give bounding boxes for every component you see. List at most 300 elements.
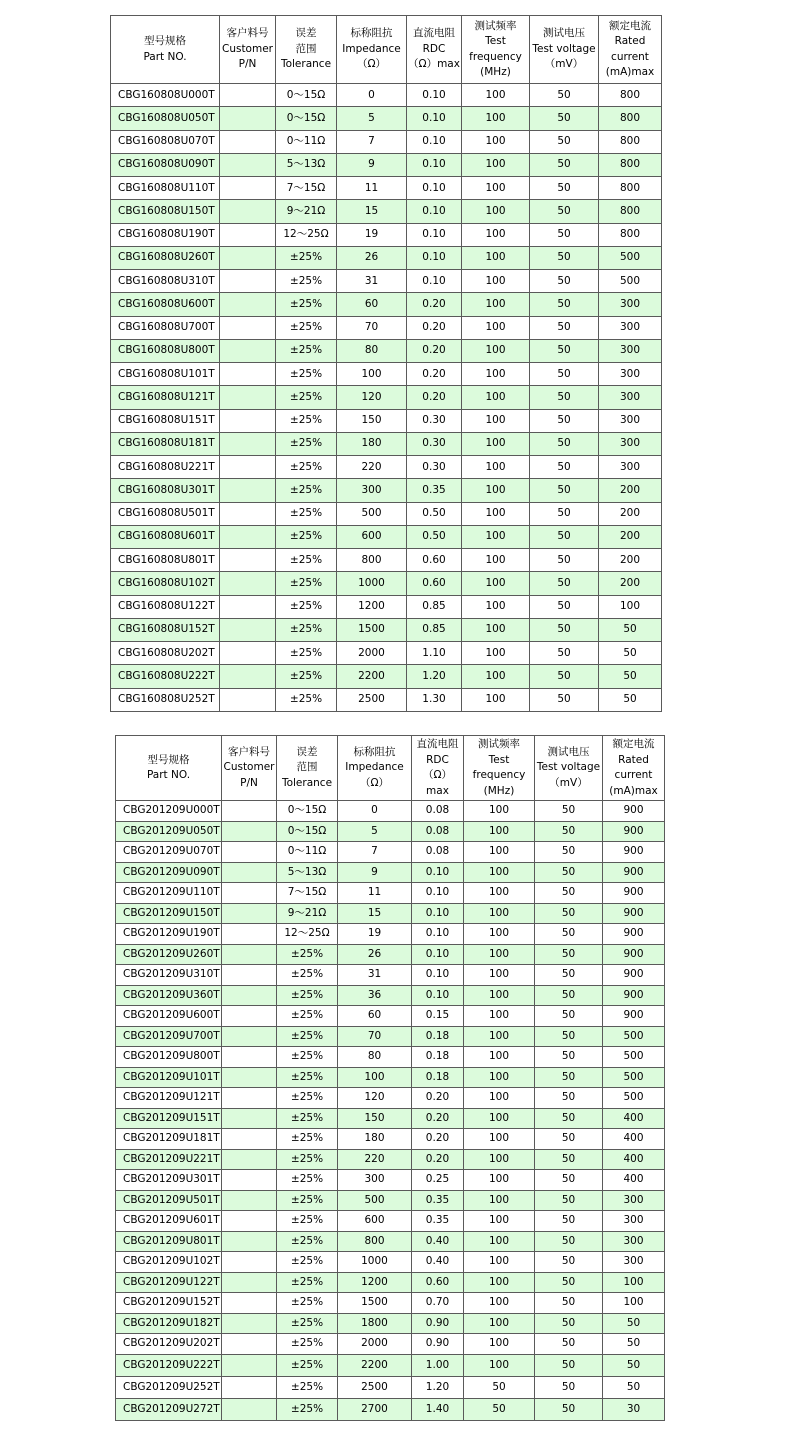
cell-impedance: 7 bbox=[337, 130, 407, 153]
cell-test-frequency: 100 bbox=[464, 985, 535, 1006]
cell-rated-current: 500 bbox=[603, 1067, 665, 1088]
header-line: Test bbox=[488, 753, 510, 766]
cell-customer-pn bbox=[220, 246, 276, 269]
header-rated-current bbox=[603, 736, 665, 801]
table-row bbox=[116, 903, 665, 924]
cell-customer-pn bbox=[222, 862, 277, 883]
header-line: Rated bbox=[614, 35, 646, 47]
cell-test-voltage: 50 bbox=[530, 270, 599, 293]
header-line: （mV） bbox=[544, 58, 584, 71]
header-line: Test voltage bbox=[532, 42, 596, 55]
cell-tolerance: 0～15Ω bbox=[277, 801, 338, 822]
header-line: 型号规格 bbox=[144, 35, 186, 47]
cell-rdc: 0.08 bbox=[412, 801, 464, 822]
header-line: Tolerance bbox=[280, 58, 332, 71]
cell-customer-pn bbox=[222, 1354, 277, 1376]
table-row bbox=[111, 549, 662, 572]
table-row bbox=[116, 1376, 665, 1398]
cell-impedance: 600 bbox=[338, 1211, 412, 1232]
cell-part-no: CBG160808U110T bbox=[111, 177, 220, 200]
cell-part-no: CBG160808U121T bbox=[111, 386, 220, 409]
header-line: （Ω） bbox=[356, 58, 387, 71]
cell-impedance: 11 bbox=[337, 177, 407, 200]
cell-test-frequency: 100 bbox=[462, 665, 530, 688]
cell-rdc: 0.30 bbox=[407, 409, 462, 432]
cell-rdc: 0.35 bbox=[412, 1190, 464, 1211]
cell-test-frequency: 100 bbox=[462, 642, 530, 665]
cell-tolerance: 9～21Ω bbox=[277, 903, 338, 924]
cell-rated-current: 300 bbox=[599, 293, 662, 316]
cell-tolerance: ±25% bbox=[277, 1170, 338, 1191]
cell-part-no: CBG160808U152T bbox=[111, 618, 220, 641]
cell-test-voltage: 50 bbox=[535, 1398, 603, 1420]
cell-tolerance: 0～11Ω bbox=[276, 130, 337, 153]
header-line: Impedance bbox=[345, 761, 404, 774]
cell-tolerance: 5～13Ω bbox=[277, 862, 338, 883]
header-line: 客户料号 bbox=[228, 745, 270, 758]
cell-tolerance: ±25% bbox=[277, 1088, 338, 1109]
cell-test-frequency: 100 bbox=[462, 479, 530, 502]
cell-rated-current: 300 bbox=[603, 1252, 665, 1273]
table-row bbox=[116, 1129, 665, 1150]
cell-part-no: CBG160808U150T bbox=[111, 200, 220, 223]
cell-tolerance: ±25% bbox=[277, 1129, 338, 1150]
cell-rdc: 0.18 bbox=[412, 1026, 464, 1047]
cell-test-voltage: 50 bbox=[535, 1190, 603, 1211]
cell-test-frequency: 100 bbox=[462, 293, 530, 316]
cell-rdc: 0.10 bbox=[412, 944, 464, 965]
cell-test-frequency: 100 bbox=[464, 1272, 535, 1293]
cell-part-no: CBG160808U070T bbox=[111, 130, 220, 153]
table-row bbox=[116, 1149, 665, 1170]
cell-tolerance: ±25% bbox=[276, 432, 337, 455]
cell-tolerance: ±25% bbox=[277, 1067, 338, 1088]
table-row bbox=[111, 246, 662, 269]
cell-rated-current: 200 bbox=[599, 479, 662, 502]
cell-test-voltage: 50 bbox=[530, 549, 599, 572]
cell-customer-pn bbox=[222, 1088, 277, 1109]
cell-test-voltage: 50 bbox=[535, 842, 603, 863]
cell-test-voltage: 50 bbox=[535, 1006, 603, 1027]
cell-rdc: 0.20 bbox=[407, 363, 462, 386]
header-line: frequency bbox=[469, 50, 522, 63]
cell-impedance: 1800 bbox=[338, 1313, 412, 1334]
cell-tolerance: ±25% bbox=[276, 525, 337, 548]
cell-test-frequency: 100 bbox=[464, 1354, 535, 1376]
cell-rated-current: 50 bbox=[603, 1376, 665, 1398]
cell-tolerance: ±25% bbox=[277, 1006, 338, 1027]
header-line: Part NO. bbox=[143, 50, 187, 63]
cell-rdc: 0.30 bbox=[407, 456, 462, 479]
cell-impedance: 800 bbox=[337, 549, 407, 572]
cell-customer-pn bbox=[222, 1252, 277, 1273]
cell-tolerance: ±25% bbox=[277, 944, 338, 965]
cell-part-no: CBG160808U190T bbox=[111, 223, 220, 246]
cell-rated-current: 800 bbox=[599, 107, 662, 130]
header-line: (mA)max bbox=[609, 784, 658, 797]
header-line: Test voltage bbox=[536, 761, 601, 774]
cell-rdc: 0.60 bbox=[412, 1272, 464, 1293]
header-impedance bbox=[337, 16, 407, 84]
cell-rated-current: 900 bbox=[603, 1006, 665, 1027]
cell-test-voltage: 50 bbox=[535, 862, 603, 883]
header-line: 测试电压 bbox=[547, 745, 590, 758]
header-test-voltage bbox=[530, 16, 599, 84]
cell-rdc: 0.10 bbox=[412, 965, 464, 986]
cell-test-voltage: 50 bbox=[530, 432, 599, 455]
cell-impedance: 26 bbox=[338, 944, 412, 965]
cell-rated-current: 300 bbox=[603, 1211, 665, 1232]
cell-customer-pn bbox=[222, 883, 277, 904]
header-customer-pn bbox=[220, 16, 276, 84]
cell-part-no: CBG201209U152T bbox=[116, 1293, 222, 1314]
header-line: (MHz) bbox=[480, 66, 511, 78]
header-rdc bbox=[407, 16, 462, 84]
cell-part-no: CBG201209U600T bbox=[116, 1006, 222, 1027]
cell-impedance: 19 bbox=[338, 924, 412, 945]
cell-test-voltage: 50 bbox=[535, 944, 603, 965]
table-row bbox=[111, 432, 662, 455]
cell-customer-pn bbox=[220, 409, 276, 432]
table-row bbox=[116, 842, 665, 863]
cell-part-no: CBG201209U151T bbox=[116, 1108, 222, 1129]
cell-impedance: 2200 bbox=[337, 665, 407, 688]
cell-tolerance: ±25% bbox=[277, 965, 338, 986]
cell-tolerance: ±25% bbox=[277, 1354, 338, 1376]
cell-rated-current: 300 bbox=[599, 316, 662, 339]
cell-test-frequency: 100 bbox=[464, 862, 535, 883]
cell-part-no: CBG160808U601T bbox=[111, 525, 220, 548]
cell-part-no: CBG160808U301T bbox=[111, 479, 220, 502]
cell-test-voltage: 50 bbox=[530, 223, 599, 246]
cell-rated-current: 500 bbox=[599, 246, 662, 269]
table-row bbox=[111, 339, 662, 362]
cell-part-no: CBG160808U252T bbox=[111, 688, 220, 711]
cell-test-frequency: 100 bbox=[464, 883, 535, 904]
cell-test-frequency: 100 bbox=[462, 153, 530, 176]
cell-part-no: CBG201209U360T bbox=[116, 985, 222, 1006]
cell-rated-current: 30 bbox=[603, 1398, 665, 1420]
cell-rated-current: 900 bbox=[603, 862, 665, 883]
cell-customer-pn bbox=[220, 665, 276, 688]
cell-test-voltage: 50 bbox=[530, 502, 599, 525]
cell-test-frequency: 100 bbox=[464, 1334, 535, 1355]
cell-impedance: 2000 bbox=[338, 1334, 412, 1355]
cell-impedance: 2200 bbox=[338, 1354, 412, 1376]
cell-customer-pn bbox=[222, 1149, 277, 1170]
cell-customer-pn bbox=[220, 479, 276, 502]
cell-rdc: 0.90 bbox=[412, 1334, 464, 1355]
cell-part-no: CBG201209U310T bbox=[116, 965, 222, 986]
cell-customer-pn bbox=[220, 642, 276, 665]
cell-rated-current: 500 bbox=[599, 270, 662, 293]
table-row bbox=[116, 1231, 665, 1252]
cell-tolerance: ±25% bbox=[277, 1293, 338, 1314]
table-row bbox=[116, 965, 665, 986]
cell-rated-current: 300 bbox=[599, 409, 662, 432]
cell-impedance: 70 bbox=[338, 1026, 412, 1047]
cell-rdc: 0.15 bbox=[412, 1006, 464, 1027]
header-tolerance bbox=[276, 16, 337, 84]
cell-customer-pn bbox=[222, 1067, 277, 1088]
table-row bbox=[111, 409, 662, 432]
cell-test-voltage: 50 bbox=[535, 903, 603, 924]
table-row bbox=[111, 270, 662, 293]
header-line: Customer bbox=[221, 42, 273, 55]
cell-tolerance: ±25% bbox=[276, 549, 337, 572]
cell-rated-current: 300 bbox=[603, 1231, 665, 1252]
cell-rated-current: 800 bbox=[599, 84, 662, 107]
header-line: 客户料号 bbox=[226, 27, 269, 40]
cell-test-voltage: 50 bbox=[535, 883, 603, 904]
cell-rated-current: 300 bbox=[599, 386, 662, 409]
cell-test-voltage: 50 bbox=[530, 316, 599, 339]
cell-tolerance: ±25% bbox=[277, 1211, 338, 1232]
table-row bbox=[111, 177, 662, 200]
cell-rated-current: 800 bbox=[599, 130, 662, 153]
cell-test-frequency: 100 bbox=[462, 200, 530, 223]
cell-test-voltage: 50 bbox=[535, 1293, 603, 1314]
cell-part-no: CBG160808U600T bbox=[111, 293, 220, 316]
cell-impedance: 60 bbox=[338, 1006, 412, 1027]
cell-rdc: 0.20 bbox=[407, 293, 462, 316]
cell-rdc: 0.10 bbox=[412, 903, 464, 924]
cell-part-no: CBG160808U050T bbox=[111, 107, 220, 130]
cell-impedance: 31 bbox=[338, 965, 412, 986]
table-row bbox=[116, 944, 665, 965]
cell-rdc: 0.60 bbox=[407, 572, 462, 595]
cell-rdc: 0.40 bbox=[412, 1252, 464, 1273]
cell-rdc: 0.10 bbox=[407, 246, 462, 269]
cell-rated-current: 50 bbox=[603, 1354, 665, 1376]
cell-rdc: 0.18 bbox=[412, 1067, 464, 1088]
cell-rated-current: 300 bbox=[599, 339, 662, 362]
cell-tolerance: 12～25Ω bbox=[276, 223, 337, 246]
cell-rated-current: 900 bbox=[603, 944, 665, 965]
cell-part-no: CBG160808U222T bbox=[111, 665, 220, 688]
table-row bbox=[111, 223, 662, 246]
cell-test-voltage: 50 bbox=[535, 1026, 603, 1047]
cell-impedance: 180 bbox=[337, 432, 407, 455]
spec-table-160808 bbox=[110, 15, 662, 712]
cell-tolerance: ±25% bbox=[276, 293, 337, 316]
table-row bbox=[116, 1293, 665, 1314]
cell-customer-pn bbox=[220, 525, 276, 548]
cell-test-frequency: 100 bbox=[462, 84, 530, 107]
cell-test-voltage: 50 bbox=[535, 1149, 603, 1170]
table-row bbox=[116, 1313, 665, 1334]
cell-customer-pn bbox=[222, 1398, 277, 1420]
cell-test-voltage: 50 bbox=[530, 84, 599, 107]
cell-impedance: 1000 bbox=[337, 572, 407, 595]
cell-test-voltage: 50 bbox=[530, 642, 599, 665]
cell-part-no: CBG160808U801T bbox=[111, 549, 220, 572]
cell-customer-pn bbox=[220, 153, 276, 176]
cell-rdc: 1.40 bbox=[412, 1398, 464, 1420]
cell-impedance: 1200 bbox=[338, 1272, 412, 1293]
cell-part-no: CBG201209U222T bbox=[116, 1354, 222, 1376]
cell-rated-current: 900 bbox=[603, 965, 665, 986]
cell-customer-pn bbox=[220, 84, 276, 107]
cell-customer-pn bbox=[220, 549, 276, 572]
cell-part-no: CBG160808U151T bbox=[111, 409, 220, 432]
cell-impedance: 2700 bbox=[338, 1398, 412, 1420]
cell-rdc: 0.20 bbox=[412, 1149, 464, 1170]
cell-customer-pn bbox=[222, 1190, 277, 1211]
cell-customer-pn bbox=[222, 985, 277, 1006]
header-line: Tolerance bbox=[281, 776, 333, 789]
cell-rdc: 0.10 bbox=[412, 924, 464, 945]
cell-part-no: CBG160808U181T bbox=[111, 432, 220, 455]
cell-rdc: 0.35 bbox=[412, 1211, 464, 1232]
header-line: RDC bbox=[422, 42, 446, 55]
cell-rdc: 0.30 bbox=[407, 432, 462, 455]
cell-test-frequency: 100 bbox=[462, 432, 530, 455]
cell-test-frequency: 100 bbox=[464, 1006, 535, 1027]
header-line: Customer bbox=[223, 761, 275, 774]
cell-rated-current: 300 bbox=[599, 363, 662, 386]
cell-rated-current: 400 bbox=[603, 1129, 665, 1150]
cell-tolerance: ±25% bbox=[276, 642, 337, 665]
cell-part-no: CBG201209U110T bbox=[116, 883, 222, 904]
cell-rdc: 1.30 bbox=[407, 688, 462, 711]
cell-test-voltage: 50 bbox=[530, 386, 599, 409]
cell-impedance: 11 bbox=[338, 883, 412, 904]
cell-test-voltage: 50 bbox=[535, 1313, 603, 1334]
cell-test-frequency: 100 bbox=[464, 1026, 535, 1047]
cell-tolerance: 0～15Ω bbox=[276, 107, 337, 130]
cell-test-frequency: 100 bbox=[464, 1067, 535, 1088]
cell-test-voltage: 50 bbox=[535, 1334, 603, 1355]
cell-rated-current: 400 bbox=[603, 1108, 665, 1129]
cell-customer-pn bbox=[222, 944, 277, 965]
cell-impedance: 120 bbox=[337, 386, 407, 409]
cell-rated-current: 300 bbox=[603, 1190, 665, 1211]
cell-rdc: 0.20 bbox=[412, 1088, 464, 1109]
cell-test-voltage: 50 bbox=[535, 924, 603, 945]
cell-part-no: CBG201209U272T bbox=[116, 1398, 222, 1420]
cell-customer-pn bbox=[220, 386, 276, 409]
cell-test-frequency: 100 bbox=[464, 801, 535, 822]
cell-test-frequency: 100 bbox=[462, 316, 530, 339]
cell-part-no: CBG160808U700T bbox=[111, 316, 220, 339]
cell-part-no: CBG160808U221T bbox=[111, 456, 220, 479]
cell-test-frequency: 100 bbox=[464, 1293, 535, 1314]
cell-rated-current: 50 bbox=[603, 1313, 665, 1334]
cell-tolerance: ±25% bbox=[277, 1334, 338, 1355]
cell-tolerance: ±25% bbox=[277, 1026, 338, 1047]
cell-tolerance: 0～11Ω bbox=[277, 842, 338, 863]
cell-test-voltage: 50 bbox=[535, 1047, 603, 1068]
cell-customer-pn bbox=[222, 1211, 277, 1232]
cell-customer-pn bbox=[220, 107, 276, 130]
table-row bbox=[111, 386, 662, 409]
cell-test-voltage: 50 bbox=[535, 1129, 603, 1150]
cell-customer-pn bbox=[220, 293, 276, 316]
cell-customer-pn bbox=[222, 801, 277, 822]
table-row bbox=[116, 985, 665, 1006]
table-row bbox=[116, 1047, 665, 1068]
cell-impedance: 7 bbox=[338, 842, 412, 863]
cell-impedance: 1500 bbox=[338, 1293, 412, 1314]
cell-rated-current: 200 bbox=[599, 572, 662, 595]
cell-customer-pn bbox=[222, 965, 277, 986]
cell-rated-current: 800 bbox=[599, 200, 662, 223]
cell-tolerance: ±25% bbox=[276, 409, 337, 432]
cell-impedance: 80 bbox=[338, 1047, 412, 1068]
cell-test-frequency: 100 bbox=[462, 409, 530, 432]
cell-rated-current: 50 bbox=[599, 688, 662, 711]
cell-rdc: 0.40 bbox=[412, 1231, 464, 1252]
cell-test-voltage: 50 bbox=[530, 688, 599, 711]
cell-impedance: 800 bbox=[338, 1231, 412, 1252]
cell-rated-current: 900 bbox=[603, 801, 665, 822]
cell-rated-current: 900 bbox=[603, 903, 665, 924]
cell-impedance: 31 bbox=[337, 270, 407, 293]
cell-part-no: CBG201209U700T bbox=[116, 1026, 222, 1047]
header-rdc bbox=[412, 736, 464, 801]
cell-part-no: CBG201209U301T bbox=[116, 1170, 222, 1191]
cell-test-voltage: 50 bbox=[535, 1211, 603, 1232]
cell-tolerance: 0～15Ω bbox=[276, 84, 337, 107]
header-line: 直流电阻 bbox=[416, 738, 459, 750]
cell-test-frequency: 100 bbox=[462, 223, 530, 246]
cell-customer-pn bbox=[220, 177, 276, 200]
table-row bbox=[111, 642, 662, 665]
cell-rated-current: 300 bbox=[599, 432, 662, 455]
table-row bbox=[111, 84, 662, 107]
cell-part-no: CBG201209U070T bbox=[116, 842, 222, 863]
cell-test-frequency: 100 bbox=[462, 618, 530, 641]
cell-impedance: 600 bbox=[337, 525, 407, 548]
cell-rdc: 0.10 bbox=[407, 200, 462, 223]
cell-rated-current: 100 bbox=[603, 1272, 665, 1293]
table-row bbox=[111, 130, 662, 153]
cell-part-no: CBG201209U122T bbox=[116, 1272, 222, 1293]
table-row bbox=[116, 883, 665, 904]
cell-part-no: CBG201209U202T bbox=[116, 1334, 222, 1355]
cell-part-no: CBG201209U252T bbox=[116, 1376, 222, 1398]
cell-test-frequency: 100 bbox=[464, 842, 535, 863]
cell-test-voltage: 50 bbox=[535, 821, 603, 842]
cell-part-no: CBG160808U101T bbox=[111, 363, 220, 386]
header-impedance bbox=[338, 736, 412, 801]
cell-tolerance: ±25% bbox=[276, 595, 337, 618]
cell-test-voltage: 50 bbox=[530, 363, 599, 386]
cell-impedance: 150 bbox=[337, 409, 407, 432]
cell-test-voltage: 50 bbox=[530, 665, 599, 688]
cell-tolerance: ±25% bbox=[276, 502, 337, 525]
cell-test-voltage: 50 bbox=[530, 456, 599, 479]
cell-rdc: 0.50 bbox=[407, 525, 462, 548]
cell-tolerance: ±25% bbox=[276, 386, 337, 409]
cell-customer-pn bbox=[222, 1231, 277, 1252]
cell-impedance: 180 bbox=[338, 1129, 412, 1150]
cell-test-voltage: 50 bbox=[530, 200, 599, 223]
cell-test-frequency: 100 bbox=[462, 246, 530, 269]
table-row bbox=[111, 479, 662, 502]
cell-test-frequency: 100 bbox=[462, 177, 530, 200]
cell-part-no: CBG160808U090T bbox=[111, 153, 220, 176]
cell-test-voltage: 50 bbox=[530, 339, 599, 362]
cell-rated-current: 500 bbox=[603, 1088, 665, 1109]
table-row bbox=[116, 1108, 665, 1129]
cell-test-voltage: 50 bbox=[535, 1231, 603, 1252]
cell-customer-pn bbox=[220, 595, 276, 618]
cell-rdc: 0.20 bbox=[407, 339, 462, 362]
cell-test-frequency: 100 bbox=[462, 386, 530, 409]
cell-customer-pn bbox=[220, 130, 276, 153]
